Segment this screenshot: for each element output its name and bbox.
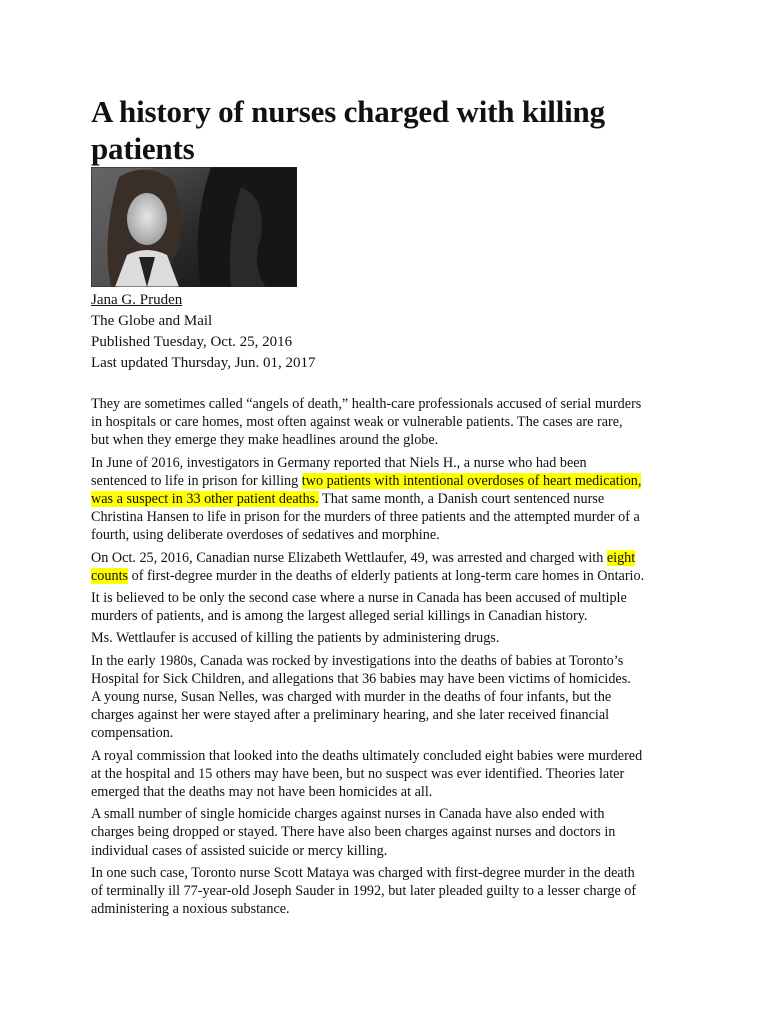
text-line: Ms. Wettlaufer is accused of killing the patients by administering drugs. xyxy=(91,630,500,647)
text-segment: That same month, a Danish court sentenced nurse xyxy=(318,491,605,508)
highlighted-text: two patients with intentional overdoses of heart medication, xyxy=(301,472,642,489)
article-body xyxy=(91,395,691,922)
text-segment: of first-degree murder in the deaths of elderly patients at long-term care homes in Ontario. xyxy=(128,567,645,584)
published-date: Published Tuesday, Oct. 25, 2016 xyxy=(91,334,293,350)
paragraph xyxy=(91,589,691,625)
text-line: at the hospital and 15 others may have been, but no suspect was ever identified. Theories later xyxy=(91,765,625,782)
text-segment: On Oct. 25, 2016, Canadian nurse Elizabeth Wettlaufer, 49, was arrested and charged with xyxy=(91,549,607,566)
text-line: A small number of single homicide charges against nurses in Canada have also ended with xyxy=(91,806,605,823)
nurse-photo-image xyxy=(91,167,297,287)
paragraph xyxy=(91,629,691,647)
paragraph xyxy=(91,454,691,545)
updated-date: Last updated Thursday, Jun. 01, 2017 xyxy=(91,355,316,371)
text-line: emerged that the deaths may not have been homicides at all. xyxy=(91,784,433,801)
text-line: fourth, using deliberate overdoses of sedatives and morphine. xyxy=(91,527,440,544)
text-line: of terminally ill 77-year-old Joseph Sauder in 1992, but later pleaded guilty to a lesser charge of xyxy=(91,883,637,900)
text-line: They are sometimes called “angels of death,” health-care professionals accused of serial murders xyxy=(91,396,642,412)
text-line: murders of patients, and is among the largest alleged serial killings in Canadian history. xyxy=(91,608,588,625)
publication-name: The Globe and Mail xyxy=(91,313,213,329)
highlighted-text: eight xyxy=(606,549,636,566)
article-meta xyxy=(91,290,691,374)
text-line: In one such case, Toronto nurse Scott Mataya was charged with first-degree murder in the death xyxy=(91,864,635,881)
highlighted-text: was a suspect in 33 other patient deaths. xyxy=(91,491,319,508)
highlighted-text: counts xyxy=(91,567,129,584)
paragraph xyxy=(91,549,691,585)
text-line: In June of 2016, investigators in Germany reported that Niels H., a nurse who had been xyxy=(91,454,587,471)
text-segment: sentenced to life in prison for killing xyxy=(91,472,302,489)
text-line: compensation. xyxy=(91,725,174,742)
text-line: administering a noxious substance. xyxy=(91,901,290,918)
text-line: charges against her were stayed after a preliminary hearing, and she later received financial xyxy=(91,707,610,724)
text-line: A royal commission that looked into the deaths ultimately concluded eight babies were murdered xyxy=(91,747,643,764)
text-line: In the early 1980s, Canada was rocked by investigations into the deaths of babies at Toronto’s xyxy=(91,652,624,669)
text-line xyxy=(91,490,691,508)
text-line xyxy=(91,472,691,490)
text-line: but when they emerge they make headlines around the globe. xyxy=(91,432,439,449)
text-line xyxy=(91,549,691,567)
paragraph xyxy=(91,395,691,450)
text-line: Christina Hansen to life in prison for the murders of three patients and the attempted murder of a xyxy=(91,509,640,526)
text-line xyxy=(91,567,691,585)
text-line: It is believed to be only the second case where a nurse in Canada has been accused of multiple xyxy=(91,590,627,607)
text-line: Hospital for Sick Children, and allegations that 36 babies may have been victims of homicides. xyxy=(91,670,631,687)
author-link[interactable]: Jana G. Pruden xyxy=(91,292,183,308)
paragraph xyxy=(91,805,691,860)
paragraph xyxy=(91,864,691,919)
article-photo xyxy=(91,167,297,287)
text-line: individual cases of assisted suicide or mercy killing. xyxy=(91,842,388,859)
text-line: charges being dropped or stayed. There have also been charges against nurses and doctors in xyxy=(91,824,616,841)
article-title: A history of nurses charged with killing patients xyxy=(91,94,605,166)
text-line: A young nurse, Susan Nelles, was charged with murder in the deaths of four infants, but the xyxy=(91,689,612,706)
paragraph xyxy=(91,747,691,802)
paragraph xyxy=(91,652,691,743)
text-line: in hospitals or care homes, most often against weak or vulnerable patients. The cases are rare, xyxy=(91,414,623,431)
